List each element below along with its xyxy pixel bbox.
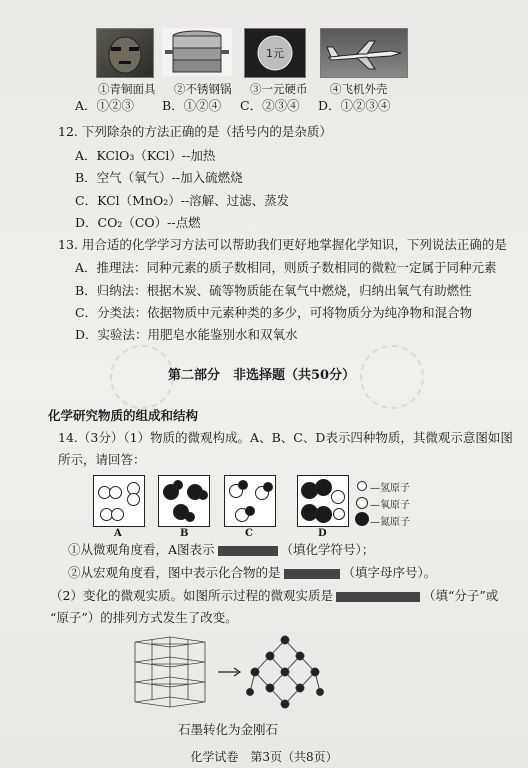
image-caption: ③一元硬币 — [250, 82, 308, 96]
hydrogen-atom — [111, 508, 124, 521]
q12-stem: 12. 下列除杂的方法正确的是（括号内的是杂质） — [58, 124, 332, 139]
coin-image — [244, 28, 306, 78]
hydrogen-atom-dark — [185, 512, 195, 522]
section-heading: 化学研究物质的组成和结构 — [48, 408, 199, 423]
diagram-box-d — [297, 475, 349, 527]
image-caption: ②不锈钢锅 — [174, 82, 232, 96]
hydrogen-atom — [331, 490, 345, 504]
box-label-b: B — [180, 528, 189, 539]
oxygen-atom — [245, 506, 255, 516]
steel-pot-icon — [162, 28, 232, 78]
q12-option-d: D．CO₂（CO）--点燃 — [75, 215, 201, 230]
hydrogen-atom — [127, 493, 140, 506]
svg-text:1元: 1元 — [266, 47, 284, 60]
hydrogen-atom-dark — [198, 490, 208, 500]
diagram-box-a — [93, 475, 145, 527]
q14-part2-line1: （2）变化的微观实质。如图所示过程的微观实质是 （填“分子”或 — [50, 588, 499, 603]
q14-sub2: ②从宏观角度看，图中表示化合物的是 （填字母序号）。 — [68, 565, 437, 580]
bronze-mask-image — [96, 28, 154, 78]
oxygen-atom — [238, 480, 248, 490]
hydrogen-atom — [333, 508, 345, 520]
answer-redaction — [336, 592, 420, 602]
steel-pot-image — [162, 28, 232, 76]
q12-option-b: B．空气（氧气）--加入硫燃烧 — [75, 170, 243, 185]
q11-option-d: D．①②③④ — [318, 98, 391, 113]
q13-option-b: B．归纳法：根据木炭、硫等物质能在氧气中燃烧，归纳出氧气有助燃性 — [75, 283, 472, 298]
answer-redaction — [284, 569, 340, 579]
nitrogen-atom — [315, 479, 332, 496]
box-label-d: D — [318, 528, 327, 539]
page-footer: 化学试卷 第3页（共8页） — [190, 750, 338, 764]
faded-stamp — [360, 345, 424, 409]
q12-option-c: C．KCl（MnO₂）--溶解、过滤、蒸发 — [75, 193, 290, 208]
q11-option-c: C．②③④ — [240, 98, 300, 113]
legend-nitrogen: —氮原子 — [370, 517, 410, 528]
q11-option-a: A．①②③ — [75, 98, 135, 113]
q13-option-a: A．推理法：同种元素的质子数相同，则质子数相同的微粒一定属于同种元素 — [75, 260, 497, 275]
graphite-to-diamond-diagram — [130, 632, 330, 712]
graphite-structure — [135, 637, 205, 707]
q13-option-d: D．实验法：用肥皂水能鉴别水和双氧水 — [75, 327, 298, 342]
faded-stamp — [110, 345, 174, 409]
q14-line1: 14.（3分）（1）物质的微观构成。A、B、C、D表示四种物质，其微观示意图如图 — [58, 430, 513, 445]
oxygen-atom — [263, 482, 273, 492]
hydrogen-atom — [109, 486, 122, 499]
coin-icon — [245, 29, 305, 77]
answer-redaction — [218, 546, 278, 556]
diagram-box-b — [158, 475, 210, 527]
legend-oxygen-symbol — [356, 497, 368, 509]
legend-nitrogen-symbol — [355, 512, 369, 526]
q13-option-c: C．分类法：依据物质中元素种类的多少，可将物质分为纯净物和混合物 — [75, 305, 473, 320]
legend-hydrogen: —氢原子 — [370, 483, 410, 494]
diagram-box-c — [224, 475, 276, 527]
bronze-mask-icon — [97, 29, 153, 77]
airplane-image — [320, 28, 408, 78]
image-caption: ④飞机外壳 — [330, 82, 388, 96]
airplane-icon — [321, 29, 407, 77]
q13-stem: 13. 用合适的化学学习方法可以帮助我们更好地掌握化学知识，下列说法正确的是 — [58, 237, 507, 252]
q14-sub1: ①从微观角度看，A图表示 （填化学符号）； — [68, 542, 375, 557]
q11-option-b: B．①②④ — [162, 98, 222, 113]
nitrogen-atom — [315, 506, 332, 523]
hydrogen-atom-dark — [173, 480, 183, 490]
legend-hydrogen-symbol — [357, 481, 367, 491]
diagram-caption: 石墨转化为金刚石 — [178, 722, 279, 737]
q14-part2-line2: “原子”）的排列方式发生了改变。 — [50, 610, 238, 625]
q14-line2: 所示，请回答： — [58, 452, 146, 467]
box-label-c: C — [245, 528, 253, 539]
part2-title: 第二部分 非选择题（共50分） — [168, 368, 356, 383]
image-caption: ①青铜面具 — [98, 82, 156, 96]
legend-oxygen: —氧原子 — [370, 500, 410, 511]
q12-option-a: A．KClO₃（KCl）--加热 — [75, 148, 216, 163]
diamond-structure — [247, 636, 324, 708]
box-label-a: A — [114, 528, 122, 539]
